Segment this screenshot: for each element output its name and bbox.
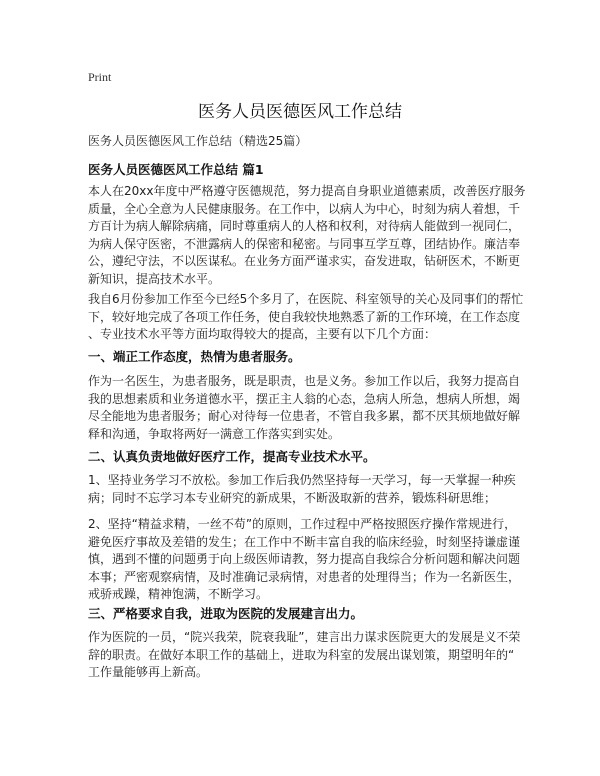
paragraph-1 bbox=[88, 183, 526, 288]
text-line: 工作量能够再上新高。 bbox=[88, 665, 209, 679]
text-line: 慎，遇到不懂的问题勇于向上级医师请教，努力提高自我综合分析问题和解决问题 bbox=[88, 552, 521, 566]
text-line: 作为医院的一员，“院兴我荣，院衰我耻”，建言出力谋求医院更大的发展是义不荣 bbox=[88, 630, 521, 644]
text-line: 为病人保守医密，不泄露病人的保密和秘密。与同事互学互尊，团结协作。廉洁奉 bbox=[88, 236, 521, 251]
text-line: 下，较好地完成了各项工作任务，使自我较快地熟悉了新的工作环境，在工作态度 bbox=[88, 309, 521, 324]
text-line: 本事；严密观察病情，及时准确记录病情，对患者的处理得当；作为一名新医生， bbox=[88, 569, 521, 584]
text-line: 1、坚持业务学习不放松。参加工作后我仍然坚持每一天学习，每一天掌握一种疾 bbox=[88, 473, 516, 487]
text-line: 公，遵纪守法，不以医谋私。在业务方面严谨求实，奋发进取，钻研医术，不断更 bbox=[88, 254, 521, 268]
text-line: 避免医疗事故及差错的发生；在工作中不断丰富自我的临床经验，时刻坚持谦虚谨 bbox=[88, 534, 521, 549]
text-line: 本人在20xx年度中严格遵守医德规范，努力提高自身职业道德素质，改善医疗服务 bbox=[88, 184, 526, 198]
text-line: 释和沟通，争取将两好一满意工作落实到实处。 bbox=[88, 426, 341, 441]
paragraph-4 bbox=[88, 472, 520, 507]
text-line: 辞的职责。在做好本职工作的基础上，进取为科室的发展出谋划策，期望明年的“ bbox=[88, 647, 515, 662]
text-line: 我的思想素质和业务道德水平，摆正主人翁的心态，急病人所急，想病人所想，竭 bbox=[88, 391, 521, 406]
page-title: 医务人员医德医风工作总结 bbox=[198, 102, 402, 122]
document-subtitle: 医务人员医德医风工作总结（精选25篇） bbox=[88, 134, 308, 148]
part-heading: 医务人员医德医风工作总结 篇1 bbox=[88, 162, 264, 177]
text-line: 病；同时不忘学习本专业研究的新成果，不断汲取新的营养，锻炼科研思维； bbox=[88, 490, 497, 505]
section-heading-1: 一、端正工作态度，热情为患者服务。 bbox=[88, 349, 301, 364]
section-heading-3: 三、严格要求自我，进取为医院的发展建言出力。 bbox=[88, 606, 364, 621]
text-line: 我自6月份参加工作至今已经5个多月了，在医院、科室领导的关心及同事们的帮忙 bbox=[88, 292, 524, 306]
section-heading-2: 二、认真负责地做好医疗工作，提高专业技术水平。 bbox=[88, 449, 376, 464]
print-label[interactable]: Print bbox=[88, 70, 112, 84]
paragraph-3 bbox=[88, 373, 520, 443]
paragraph-6 bbox=[88, 629, 520, 682]
text-line: 质量，全心全意为人民健康服务。在工作中，以病人为中心，时刻为病人着想，千 bbox=[88, 201, 521, 216]
text-line: 尽全能地为患者服务；耐心对待每一位患者，不管自我多累，都不厌其烦地做好解 bbox=[88, 409, 521, 423]
text-line: 、专业技术水平等方面均取得较大的提高，主要有以下几个方面： bbox=[88, 327, 437, 341]
paragraph-2 bbox=[88, 291, 524, 344]
text-line: 戒骄戒躁，精神饱满，不断学习。 bbox=[88, 587, 269, 601]
text-line: 方百计为病人解除病痛，同时尊重病人的人格和权利，对待病人能做到一视同仁， bbox=[88, 219, 521, 233]
paragraph-5 bbox=[88, 516, 520, 604]
text-line: 新知识，提高技术水平。 bbox=[88, 271, 221, 286]
text-line: 作为一名医生，为患者服务，既是职责，也是义务。参加工作以后，我努力提高自 bbox=[88, 374, 521, 388]
text-line: 2、坚持“精益求精，一丝不苟”的原则，工作过程中严格按照医疗操作常规进行， bbox=[88, 517, 517, 531]
